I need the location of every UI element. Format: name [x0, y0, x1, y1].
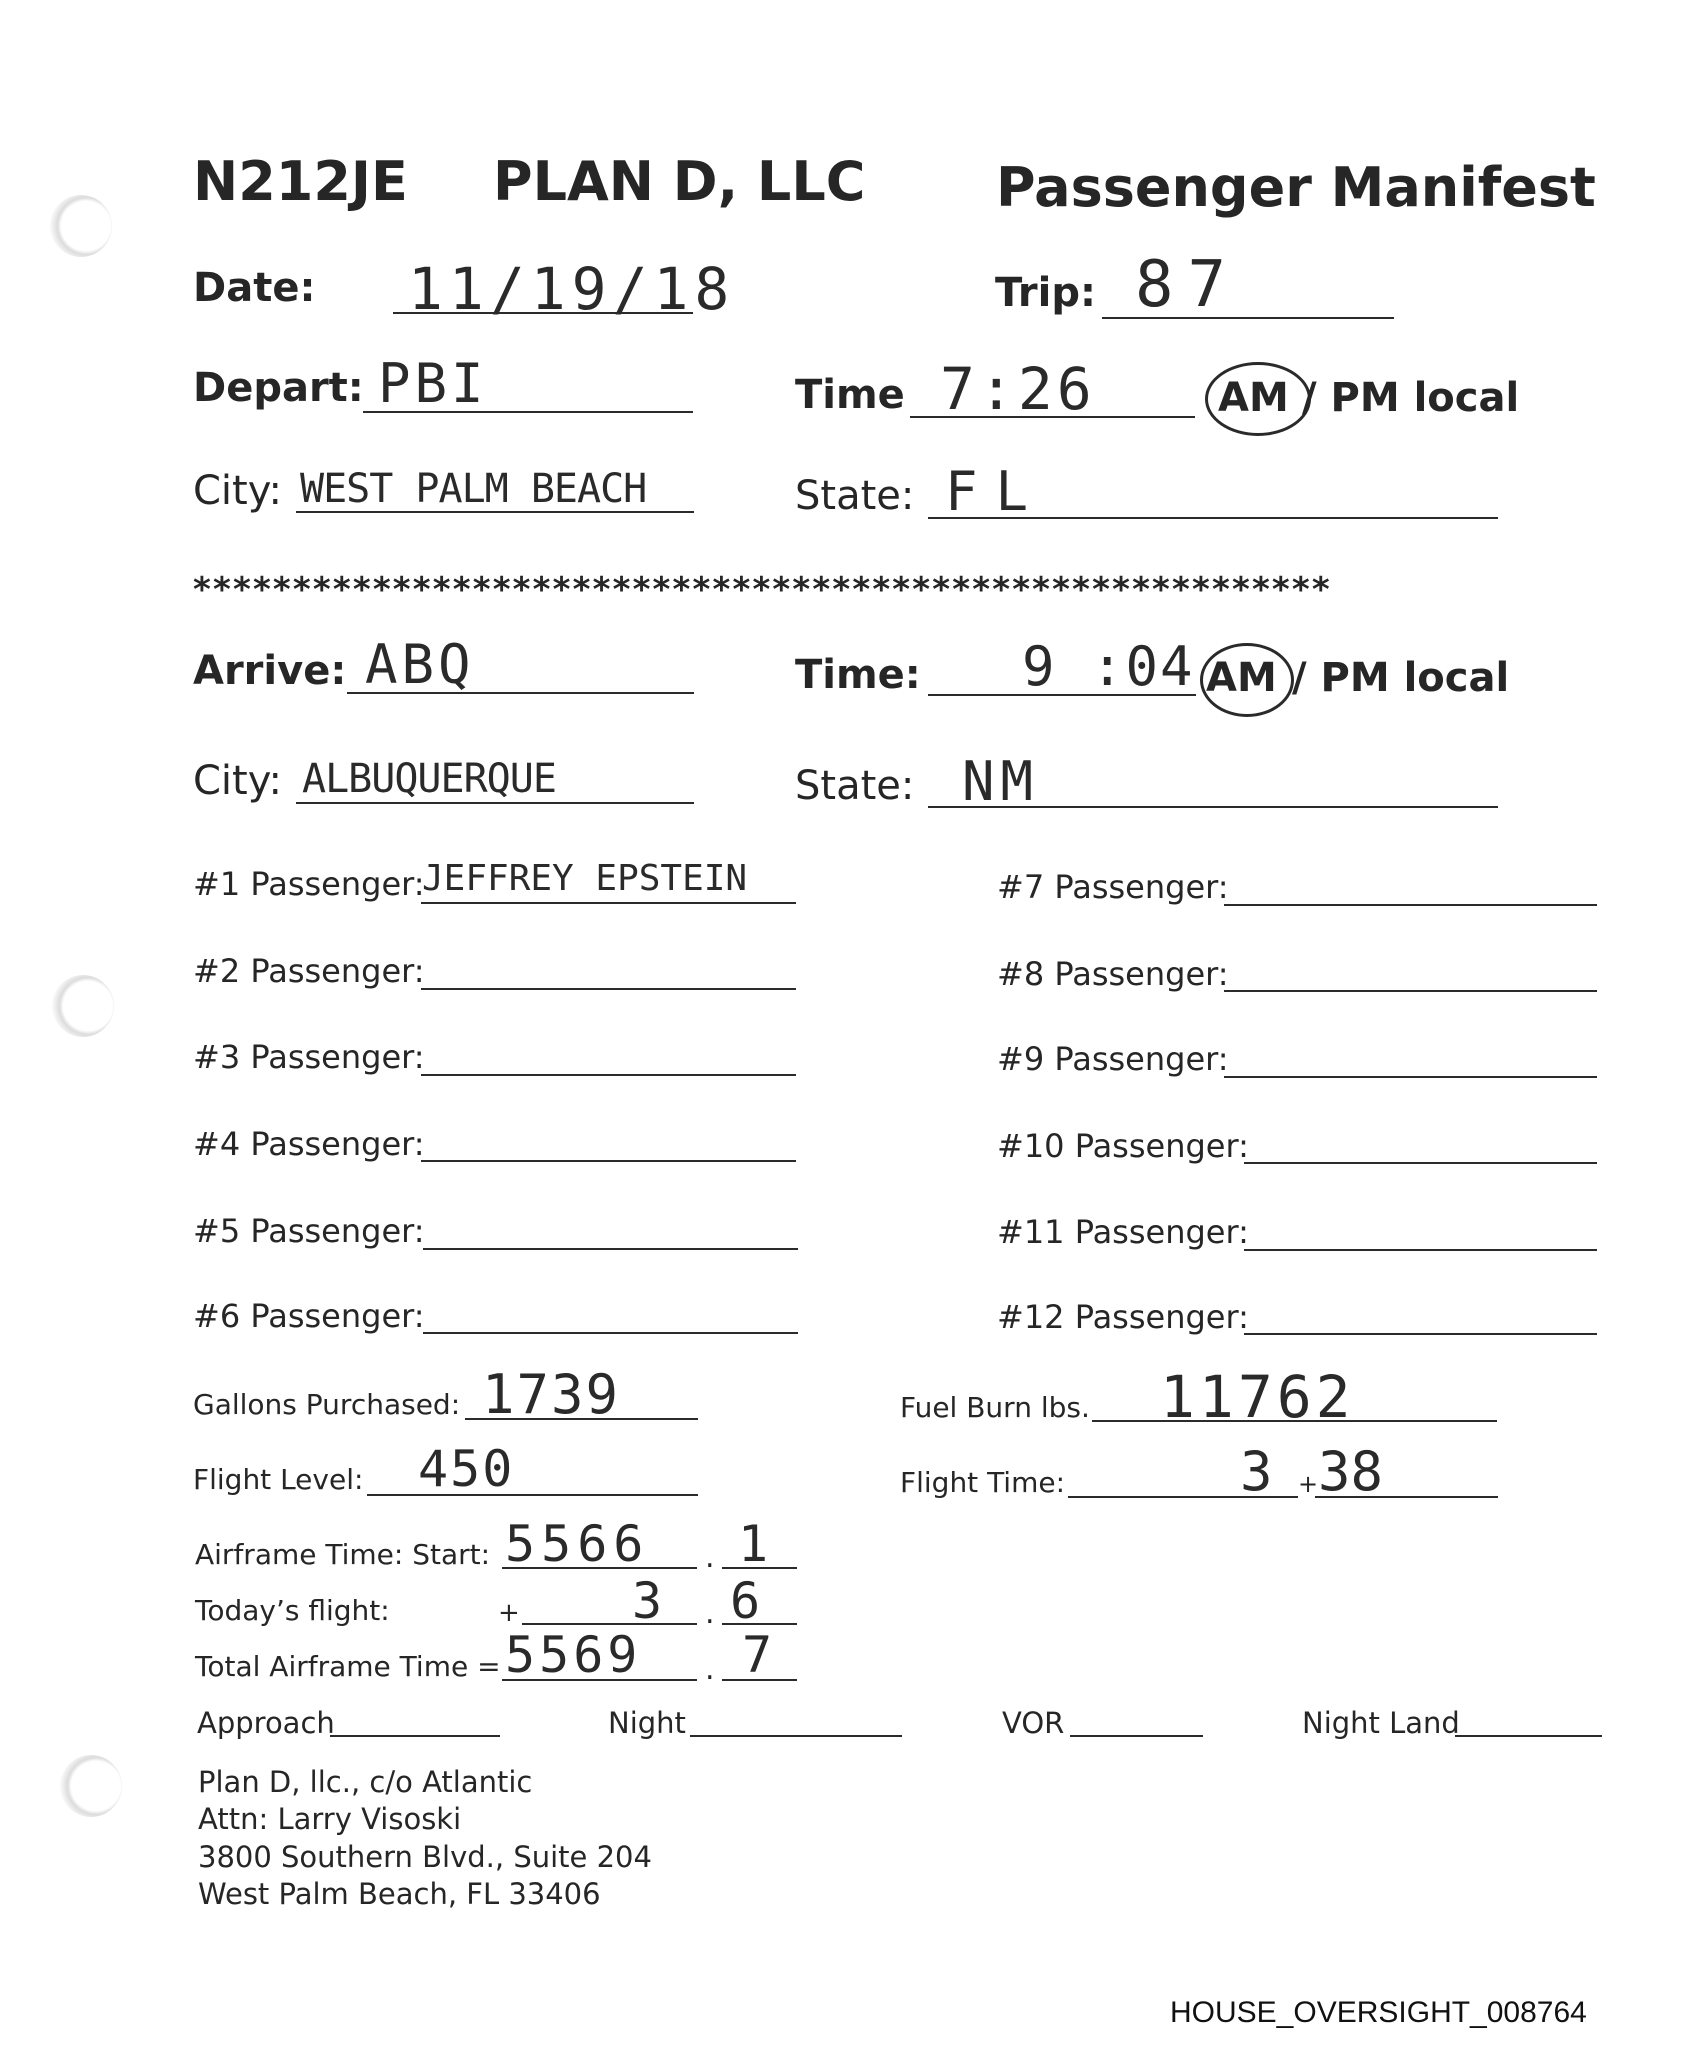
- passenger-line: [421, 1074, 796, 1076]
- depart-label: Depart:: [193, 365, 364, 411]
- airframe-start-dot: .: [705, 1540, 715, 1575]
- punch-hole-bottom: [60, 1755, 122, 1817]
- fuel-burn-value[interactable]: 11762: [1160, 1363, 1355, 1431]
- arrive-city-label: City:: [193, 758, 282, 804]
- passenger-label: #11 Passenger:: [997, 1213, 1249, 1251]
- address-line-2: Attn: Larry Visoski: [198, 1802, 462, 1836]
- total-airframe-label: Total Airframe Time =: [195, 1650, 501, 1683]
- airframe-start-label: Airframe Time: Start:: [195, 1538, 491, 1571]
- gallons-value[interactable]: 1739: [482, 1363, 621, 1426]
- punch-hole-middle: [52, 975, 114, 1037]
- arrive-state-label: State:: [795, 763, 915, 809]
- trip-label: Trip:: [995, 270, 1096, 316]
- flight-time-minutes[interactable]: 38: [1318, 1440, 1384, 1503]
- arrive-city-value[interactable]: ALBUQUERQUE: [302, 756, 556, 802]
- punch-hole-top: [50, 195, 112, 257]
- arrive-time-label: Time:: [795, 652, 921, 698]
- passenger-label: #3 Passenger:: [193, 1038, 425, 1076]
- depart-city-label: City:: [193, 468, 282, 514]
- address-line-3: 3800 Southern Blvd., Suite 204: [198, 1840, 652, 1874]
- separator-stars: *********************************************************: [193, 570, 1332, 610]
- today-flight-plus: +: [498, 1598, 520, 1628]
- passenger-line: [423, 1332, 798, 1334]
- passenger-label: #8 Passenger:: [997, 955, 1229, 993]
- airframe-start-whole[interactable]: 5566: [505, 1515, 650, 1573]
- arrive-am: AM: [1206, 655, 1277, 701]
- date-value[interactable]: 11/19/18: [408, 255, 736, 323]
- trip-value[interactable]: 87: [1135, 248, 1241, 322]
- depart-pm-local: / PM local: [1302, 375, 1520, 421]
- total-airframe-whole[interactable]: 5569: [505, 1626, 642, 1684]
- passenger-label: #4 Passenger:: [193, 1125, 425, 1163]
- depart-state-value[interactable]: FL: [945, 460, 1047, 523]
- today-flight-whole[interactable]: 3: [632, 1572, 663, 1630]
- flight-level-line: [367, 1494, 698, 1496]
- today-flight-decimal[interactable]: 6: [730, 1572, 761, 1630]
- arrive-state-value[interactable]: NM: [962, 750, 1040, 813]
- passenger-line: [421, 902, 796, 904]
- night-land-line: [1455, 1735, 1602, 1737]
- passenger-line: [1244, 1333, 1597, 1335]
- passenger-line: [1224, 904, 1597, 906]
- address-line-4: West Palm Beach, FL 33406: [198, 1877, 601, 1911]
- approach-label: Approach: [197, 1706, 335, 1740]
- bates-number: HOUSE_OVERSIGHT_008764: [1170, 1996, 1587, 2029]
- passenger-line: [421, 1160, 796, 1162]
- flight-level-value[interactable]: 450: [418, 1440, 515, 1498]
- vor-label: VOR: [1002, 1706, 1065, 1740]
- depart-am: AM: [1218, 375, 1289, 421]
- depart-city-value[interactable]: WEST PALM BEACH: [300, 466, 647, 512]
- gallons-label: Gallons Purchased:: [193, 1388, 461, 1421]
- passenger-line: [1244, 1249, 1597, 1251]
- flight-time-hours[interactable]: 3: [1240, 1440, 1273, 1503]
- passenger-label: #10 Passenger:: [997, 1127, 1249, 1165]
- night-label: Night: [608, 1706, 686, 1740]
- passenger-label: #7 Passenger:: [997, 868, 1229, 906]
- vor-line: [1070, 1735, 1203, 1737]
- passenger-label: #9 Passenger:: [997, 1040, 1229, 1078]
- today-flight-label: Today’s flight:: [195, 1594, 390, 1627]
- depart-value[interactable]: PBI: [378, 352, 488, 415]
- flight-time-label: Flight Time:: [900, 1466, 1066, 1499]
- passenger-value[interactable]: JEFFREY EPSTEIN: [422, 858, 748, 899]
- approach-line: [330, 1735, 500, 1737]
- arrive-time-value[interactable]: 9 :04: [1022, 635, 1195, 698]
- airframe-start-decimal[interactable]: 1: [738, 1515, 769, 1573]
- arrive-city-line: [296, 802, 694, 804]
- today-flight-line: [522, 1623, 697, 1625]
- arrive-value[interactable]: ABQ: [365, 633, 475, 696]
- address-line-1: Plan D, llc., c/o Atlantic: [198, 1765, 533, 1799]
- company-name: PLAN D, LLC: [493, 150, 866, 213]
- passenger-line: [423, 1248, 798, 1250]
- passenger-label: #1 Passenger:: [193, 865, 425, 903]
- passenger-line: [1224, 1076, 1597, 1078]
- arrive-pm-local: / PM local: [1292, 655, 1510, 701]
- depart-state-label: State:: [795, 473, 915, 519]
- passenger-line: [421, 988, 796, 990]
- night-line: [690, 1735, 902, 1737]
- total-airframe-decimal[interactable]: 7: [742, 1626, 773, 1684]
- passenger-label: #2 Passenger:: [193, 952, 425, 990]
- total-airframe-dot: .: [705, 1652, 715, 1687]
- depart-time-value[interactable]: 7:26: [940, 355, 1096, 423]
- arrive-label: Arrive:: [193, 648, 347, 694]
- depart-time-label: Time: [795, 372, 905, 418]
- today-flight-dot: .: [705, 1596, 715, 1631]
- flight-level-label: Flight Level:: [193, 1463, 364, 1496]
- tail-number: N212JE: [193, 150, 408, 213]
- passenger-label: #6 Passenger:: [193, 1297, 425, 1335]
- form-title: Passenger Manifest: [996, 156, 1596, 219]
- passenger-line: [1224, 990, 1597, 992]
- flight-time-plus: +: [1298, 1470, 1319, 1498]
- night-land-label: Night Land: [1302, 1706, 1460, 1740]
- passenger-label: #12 Passenger:: [997, 1298, 1249, 1336]
- passenger-label: #5 Passenger:: [193, 1212, 425, 1250]
- date-label: Date:: [193, 265, 316, 311]
- fuel-burn-label: Fuel Burn lbs.: [900, 1391, 1090, 1424]
- passenger-line: [1244, 1162, 1597, 1164]
